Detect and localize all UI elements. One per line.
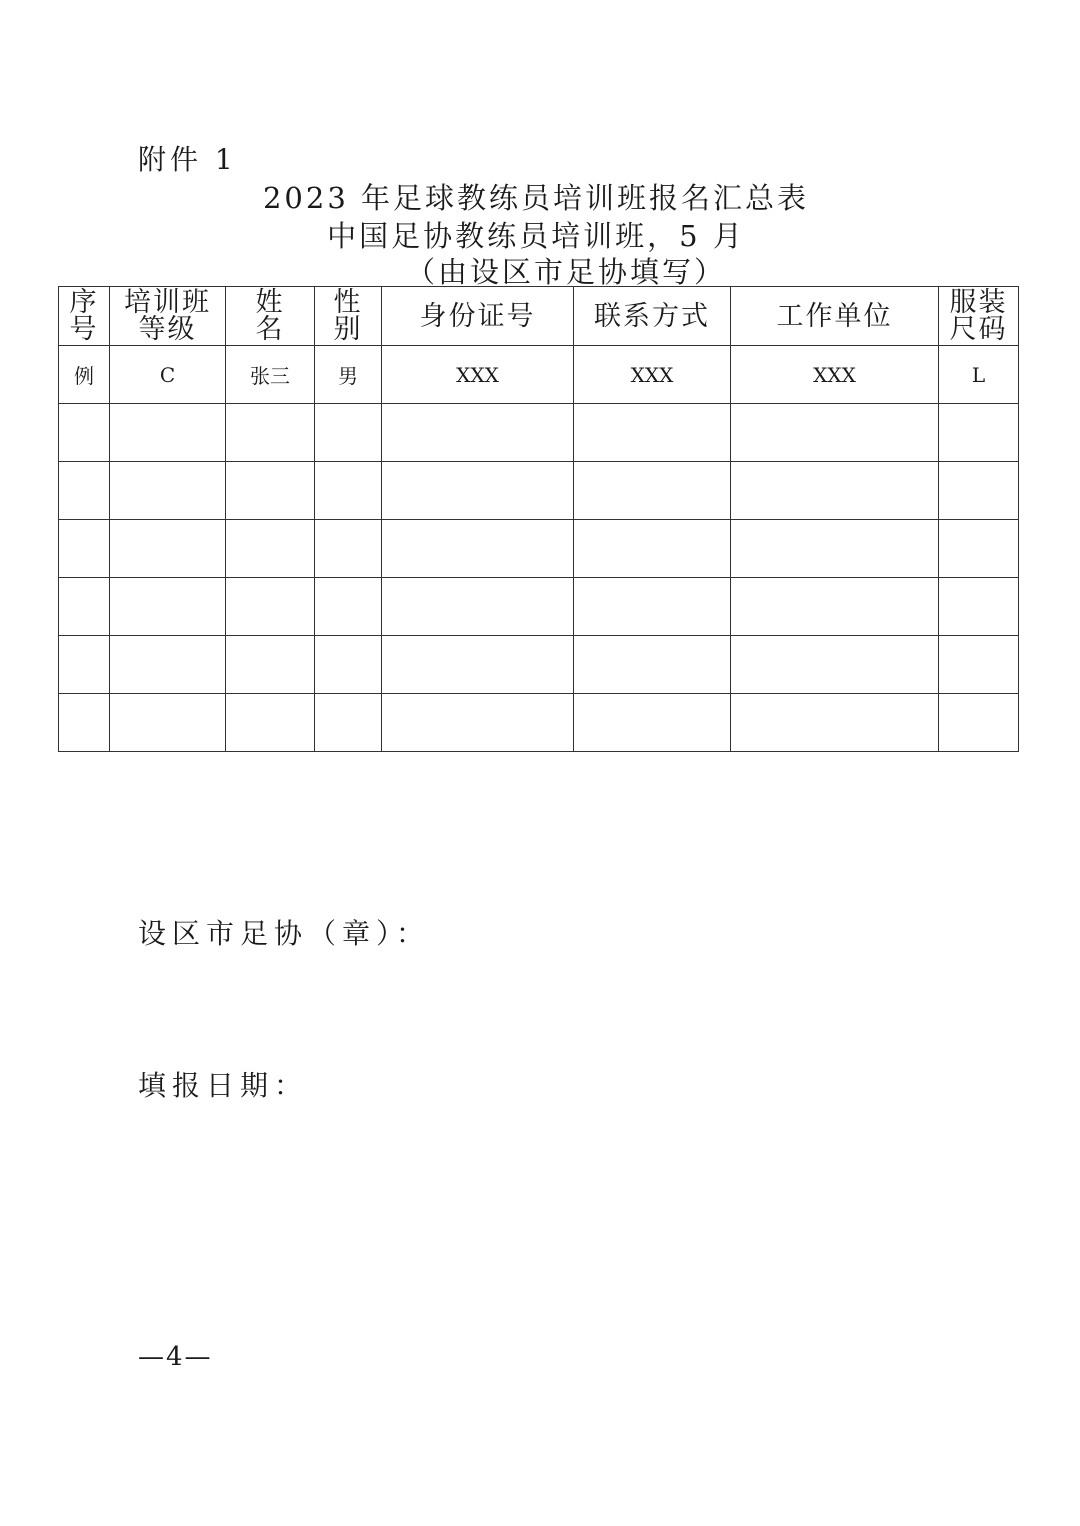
blank-cell[interactable] [731, 520, 939, 578]
blank-cell[interactable] [939, 694, 1019, 752]
annex-label: 附件 1 [138, 143, 237, 176]
page-number: —4— [138, 1342, 213, 1372]
example-cell-name: 张三 [226, 346, 315, 404]
header-row [59, 287, 1019, 346]
blank-cell[interactable] [574, 578, 731, 636]
blank-cell[interactable] [315, 404, 382, 462]
blank-row [59, 636, 1019, 694]
blank-cell[interactable] [226, 520, 315, 578]
blank-cell[interactable] [939, 578, 1019, 636]
header-cell-gender: 性别 [315, 287, 382, 346]
seal-label: 设区市足协（章）： [138, 917, 431, 950]
blank-cell[interactable] [574, 636, 731, 694]
blank-row [59, 520, 1019, 578]
blank-cell[interactable] [59, 404, 110, 462]
blank-cell[interactable] [382, 404, 574, 462]
blank-cell[interactable] [574, 694, 731, 752]
example-cell-id-number: XXX [382, 346, 574, 404]
blank-cell[interactable] [574, 404, 731, 462]
blank-row [59, 694, 1019, 752]
blank-cell[interactable] [382, 462, 574, 520]
blank-cell[interactable] [382, 694, 574, 752]
header-cell-index: 序号 [59, 287, 110, 346]
blank-cell[interactable] [59, 578, 110, 636]
blank-cell[interactable] [382, 636, 574, 694]
blank-cell[interactable] [110, 636, 226, 694]
blank-cell[interactable] [939, 520, 1019, 578]
blank-cell[interactable] [731, 636, 939, 694]
form-note: （由设区市足协填写） [405, 255, 726, 289]
form-title: 2023 年足球教练员培训班报名汇总表 [262, 181, 810, 215]
header-cell-name: 姓名 [226, 287, 315, 346]
blank-cell[interactable] [110, 578, 226, 636]
example-row [59, 346, 1019, 404]
blank-cell[interactable] [110, 462, 226, 520]
example-cell-workplace: XXX [731, 346, 939, 404]
example-cell-size: L [939, 346, 1019, 404]
header-cell-workplace: 工作单位 [731, 287, 939, 346]
blank-cell[interactable] [939, 636, 1019, 694]
blank-cell[interactable] [226, 578, 315, 636]
header-cell-contact: 联系方式 [574, 287, 731, 346]
blank-cell[interactable] [315, 520, 382, 578]
blank-cell[interactable] [110, 694, 226, 752]
blank-cell[interactable] [110, 520, 226, 578]
blank-cell[interactable] [226, 694, 315, 752]
blank-cell[interactable] [731, 578, 939, 636]
header-cell-size: 服装尺码 [939, 287, 1019, 346]
blank-cell[interactable] [315, 578, 382, 636]
blank-row [59, 578, 1019, 636]
header-cell-id-number: 身份证号 [382, 287, 574, 346]
example-cell-level: C [110, 346, 226, 404]
blank-cell[interactable] [110, 404, 226, 462]
example-cell-contact: XXX [574, 346, 731, 404]
blank-cell[interactable] [574, 462, 731, 520]
blank-cell[interactable] [59, 694, 110, 752]
blank-row [59, 462, 1019, 520]
blank-cell[interactable] [574, 520, 731, 578]
date-label: 填报日期： [138, 1069, 309, 1102]
blank-cell[interactable] [315, 694, 382, 752]
blank-cell[interactable] [731, 404, 939, 462]
blank-cell[interactable] [226, 404, 315, 462]
blank-cell[interactable] [731, 694, 939, 752]
blank-cell[interactable] [59, 462, 110, 520]
blank-row [59, 404, 1019, 462]
registration-table [58, 286, 1019, 752]
example-cell-gender: 男 [315, 346, 382, 404]
blank-cell[interactable] [939, 404, 1019, 462]
example-cell-index: 例 [59, 346, 110, 404]
header-cell-level: 培训班等级 [110, 287, 226, 346]
blank-cell[interactable] [731, 462, 939, 520]
blank-cell[interactable] [382, 520, 574, 578]
blank-cell[interactable] [939, 462, 1019, 520]
blank-cell[interactable] [382, 578, 574, 636]
blank-cell[interactable] [59, 520, 110, 578]
blank-cell[interactable] [226, 636, 315, 694]
blank-cell[interactable] [59, 636, 110, 694]
blank-cell[interactable] [315, 462, 382, 520]
form-subtitle: 中国足协教练员培训班，5 月 [327, 219, 745, 253]
blank-cell[interactable] [226, 462, 315, 520]
blank-cell[interactable] [315, 636, 382, 694]
